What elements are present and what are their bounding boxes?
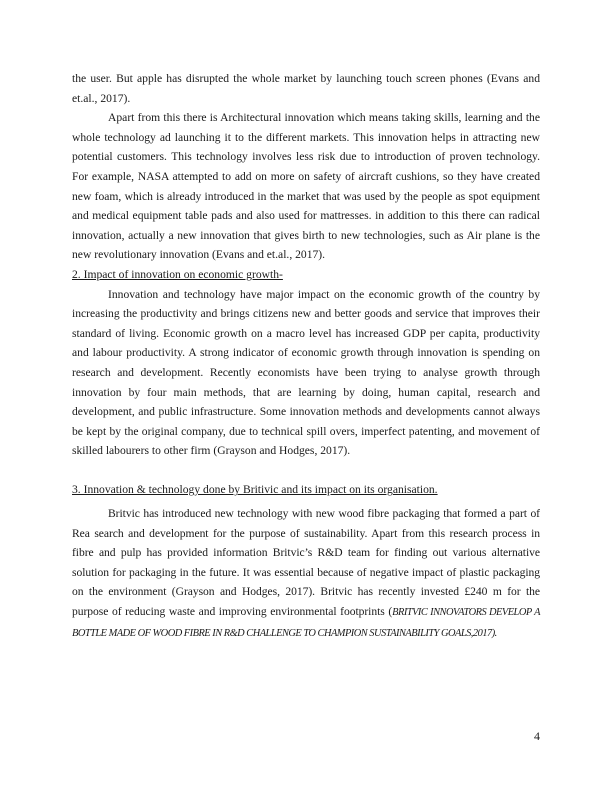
paragraph-economic-growth: Innovation and technology have major impact on the economic growth of the country by increasing the productivity and brings citizens new and better goods and service that improves their standard of living. Economic growth on a macro level has increased GDP per capita, productivity and labour productivity. A strong indicator of economic growth through innovation is spending on research and development. Recently economists have been trying to analyse growth through innovation by four main methods, that are learning by doing, human capital, research and development, and public infrastructure. Some innovation methods and developments cannot always be kept by the original company, due to technical spill overs, imperfect patenting, and movement of skilled labourers to other firm (Grayson and Hodges, 2017). <box>72 287 540 458</box>
paragraph-spacer <box>72 461 540 481</box>
paragraph-intro-tail: the user. But apple has disrupted the whole market by launching touch screen phones (Evans and et.al., 2017). <box>72 72 540 105</box>
section-heading-economic-growth: 2. Impact of innovation on economic growth- <box>72 267 283 281</box>
source-title: BRITVIC INNOVATORS DEVELOP A BOTTLE MADE OF WOOD FIBRE IN R&D CHALLENGE TO CHAMPION SUSTAINABILITY GOALS, <box>72 607 541 639</box>
paragraph-britvic <box>72 504 540 643</box>
page-content <box>72 69 540 643</box>
paragraph-architectural-innovation: Apart from this there is Architectural innovation which means taking skills, learning and the whole technology ad launching it to the different markets. This innovation helps in attracting new potential customers. This technology involves less risk due to introduction of proven technology. For example, NASA attempted to add on more on safety of aircraft cushions, so they have created new foam, which is already introduced in the market that was used by the people as spot equipment and medical equipment table pads and also used for mattresses. in addition to this there can radical innovation, actually a new innovation that gives birth to new technologies, such as Air plane is the new revolutionary innovation (Evans and et.al., 2017). <box>72 111 540 262</box>
paragraph-britvic-text: Britvic has introduced new technology with new wood fibre packaging that formed a part of Rea search and development for the purpose of sustainability. Apart from this research process in fibre and pulp has provided information Britvic’s R&D team for finding out various alternative solution for packaging in the future. It was essential because of negative impact of plastic packaging on the environment (Grayson and Hodges, 2017). Britvic has recently invested £240 m for the purpose of reducing waste and improving environmental footprints ( <box>72 507 540 619</box>
section-heading-britvic-innovation: 3. Innovation & technology done by Britivic and its impact on its organisation. <box>72 483 438 497</box>
source-year: 2017). <box>472 627 497 639</box>
page-number: 4 <box>534 729 540 743</box>
